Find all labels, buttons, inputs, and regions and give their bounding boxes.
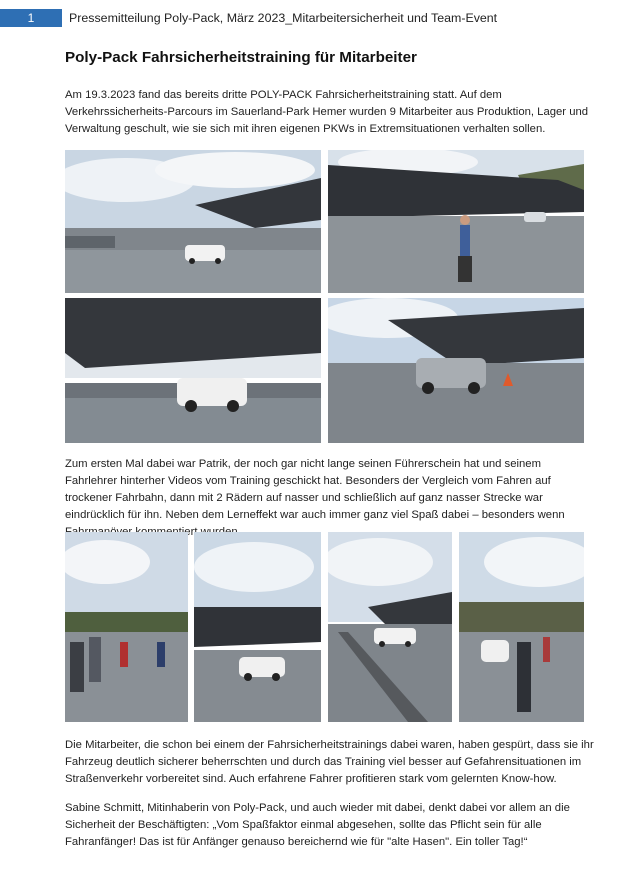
article-title: Poly-Pack Fahrsicherheitstraining für Mitarbeiter xyxy=(65,49,417,66)
photo-car-drifting xyxy=(194,532,321,722)
intro-paragraph: Am 19.3.2023 fand das bereits dritte POLY-PACK Fahrsicherheitstraining statt. Auf dem Verkehrssicherheits-Parcours im Sauerland-Park Hemer wurden 9 Mitarbeiter aus Produktion, Lager und Verwaltung geschult, wie sie sich mit ihren eigenen PKWs in Extremsituationen verhalten sollen. xyxy=(65,89,589,135)
photo-instructor-walking xyxy=(328,150,584,293)
quote-paragraph: Sabine Schmitt, Mitinhaberin von Poly-Pack, und auch wieder mit dabei, denkt dabei vor allem an die Sicherheit der Beschäftigten: „Vom Spaßfaktor einmal abgesehen, sollte das Pflicht sein für alle Fahranfänger! Das ist für Anfänger genauso bereichernd wie für "alte Hasen". Ein toller Tag!“ xyxy=(65,802,570,848)
photo-group-watching xyxy=(65,532,188,722)
page-number: 1 xyxy=(0,9,62,27)
photo-colleagues-watching xyxy=(459,532,584,722)
patrik-paragraph: Zum ersten Mal dabei war Patrik, der noch gar nicht lange seinen Führerschein hat und seinem Fahrlehrer hinterher Videos vom Training geschickt hat. Besonders der Vergleich vom Fahren auf trockener Fahrbahn, dann mit 2 Rädern auf nasser und schließlich auf ganz nasser Strecke war eindrücklich für ihn. Neben dem Lerneffekt war auch immer ganz viel Spaß dabei – besonders wenn xyxy=(65,458,565,521)
header-title: Pressemitteilung Poly-Pack, März 2023_Mitarbeitersicherheit und Team-Event xyxy=(69,11,498,25)
experience-paragraph: Die Mitarbeiter, die schon bei einem der Fahrsicherheitstrainings dabei waren, haben gespürt, dass sie ihr Fahrzeug deutlich sicherer beherrschten und durch das Training viel besser auf Gefahrensituationen im Straßenverkehr vorbereitet sind. Auch erfahrene Fahrer profitieren stark vom gelernten Know-how. xyxy=(65,739,594,785)
page-header xyxy=(0,9,620,27)
photo-car-on-track xyxy=(328,532,452,722)
photo-silver-suv xyxy=(328,298,584,443)
photo-skid-pan-car xyxy=(65,150,321,293)
photo-white-car-under-roof xyxy=(65,298,321,443)
